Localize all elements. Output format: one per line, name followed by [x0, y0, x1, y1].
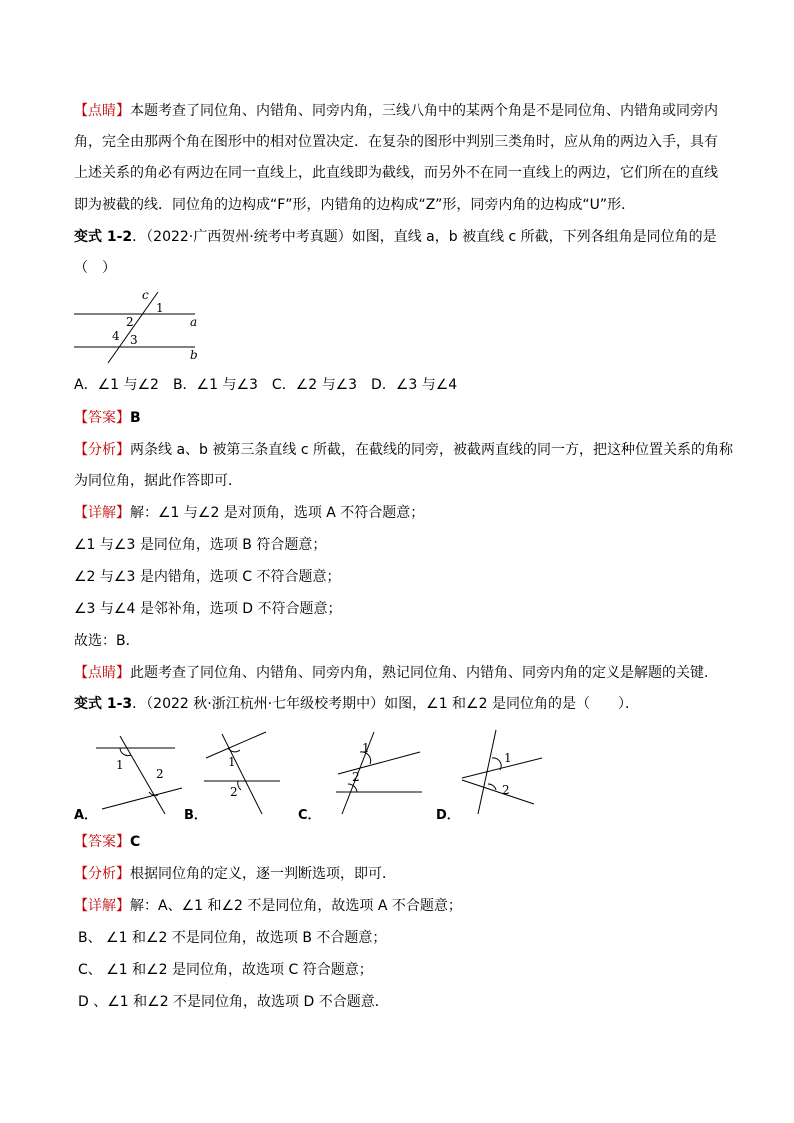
question-paren: （ ） [74, 260, 116, 276]
line-a-label: a [190, 315, 198, 329]
option-d-label: D． [436, 808, 460, 823]
option-d-figure [456, 728, 548, 816]
detail-line-5: 故选：B． [74, 633, 140, 649]
svg-text:2: 2 [352, 770, 360, 784]
line-b-label: b [190, 348, 198, 362]
dianjing-line-1: 【点睛】本题考查了同位角、内错角、同旁内角，三线八角中的某两个角是不是同位角、内错角或同旁内 [74, 103, 718, 119]
svg-text:1: 1 [116, 758, 124, 772]
angle-3-label: 3 [130, 333, 138, 347]
line-c-label: c [142, 288, 149, 302]
answer-options: A．∠1 与∠2 B．∠1 与∠3 C．∠2 与∠3 D．∠3 与∠4 [74, 377, 458, 393]
svg-text:2: 2 [230, 785, 238, 799]
angle-4-label: 4 [112, 329, 120, 343]
parallel-lines-figure [70, 288, 210, 364]
svg-text:1: 1 [504, 751, 512, 765]
detail-line-4: ∠3 与∠4 是邻补角，选项 D 不符合题意； [74, 601, 342, 617]
svg-text:2: 2 [502, 783, 510, 797]
option-c-figure [318, 730, 428, 816]
angle-1-label: 1 [156, 301, 164, 315]
analysis-line-1: 【分析】两条线 a、b 被第三条直线 c 所截，在截线的同旁，被截两直线的同一方，把这种位置关系的角称 [74, 442, 733, 458]
detail-line-2: ∠1 与∠3 是同位角，选项 B 符合题意； [74, 537, 327, 553]
question-1-2: 变式 1-2．（2022·广西贺州·统考中考真题）如图，直线 a，b 被直线 c 所截，下列各组角是同位角的是 [74, 229, 717, 245]
svg-text:1: 1 [228, 755, 236, 769]
q3-analysis: 【分析】根据同位角的定义，逐一判断选项，即可． [74, 866, 396, 882]
option-a-label: A． [74, 808, 98, 823]
dianjing-line-2: 角，完全由那两个角在图形中的相对位置决定．在复杂的图形中判别三类角时，应从角的两边入手，具有 [74, 134, 718, 150]
tag-dianjing: 【点睛】 [74, 103, 130, 119]
q3-detail-1: 【详解】解：A、∠1 和∠2 不是同位角，故选项 A 不合题意； [74, 898, 462, 914]
dianjing-line-3: 上述关系的角必有两边在同一直线上，此直线即为截线，而另外不在同一直线上的两边，它们所在的直线 [74, 165, 718, 181]
angle-2-label: 2 [126, 315, 134, 329]
detail-line-1: 【详解】解：∠1 与∠2 是对顶角，选项 A 不符合题意； [74, 505, 425, 521]
option-c-label: C． [298, 808, 321, 823]
svg-text:1: 1 [362, 741, 370, 755]
question-label: 变式 1-3 [74, 696, 133, 712]
q3-detail-3: C、 ∠1 和∠2 是同位角，故选项 C 符合题意； [78, 962, 373, 978]
q3-detail-2: B、 ∠1 和∠2 不是同位角，故选项 B 不合题意； [78, 930, 387, 946]
question-label: 变式 1-2 [74, 229, 133, 245]
q3-detail-4: D 、∠1 和∠2 不是同位角，故选项 D 不合题意． [78, 994, 389, 1010]
detail-line-3: ∠2 与∠3 是内错角，选项 C 不符合题意； [74, 569, 341, 585]
analysis-line-2: 为同位角，据此作答即可． [74, 473, 242, 489]
svg-text:2: 2 [156, 767, 164, 781]
q3-answer-line: 【答案】C [74, 834, 141, 850]
dianjing-2: 【点睛】此题考查了同位角、内错角、同旁内角，熟记同位角、内错角、同旁内角的定义是解题的关键． [74, 665, 718, 681]
option-b-figure [200, 728, 285, 816]
question-1-3: 变式 1-3．（2022 秋·浙江杭州·七年级校考期中）如图，∠1 和∠2 是同位角的是（ ）． [74, 696, 639, 712]
dianjing-line-4: 即为被截的线．同位角的边构成“F”形，内错角的边构成“Z”形，同旁内角的边构成“U”形． [74, 197, 636, 213]
option-b-label: B． [184, 808, 207, 823]
answer-line: 【答案】B [74, 410, 141, 426]
option-a-figure [90, 734, 185, 816]
